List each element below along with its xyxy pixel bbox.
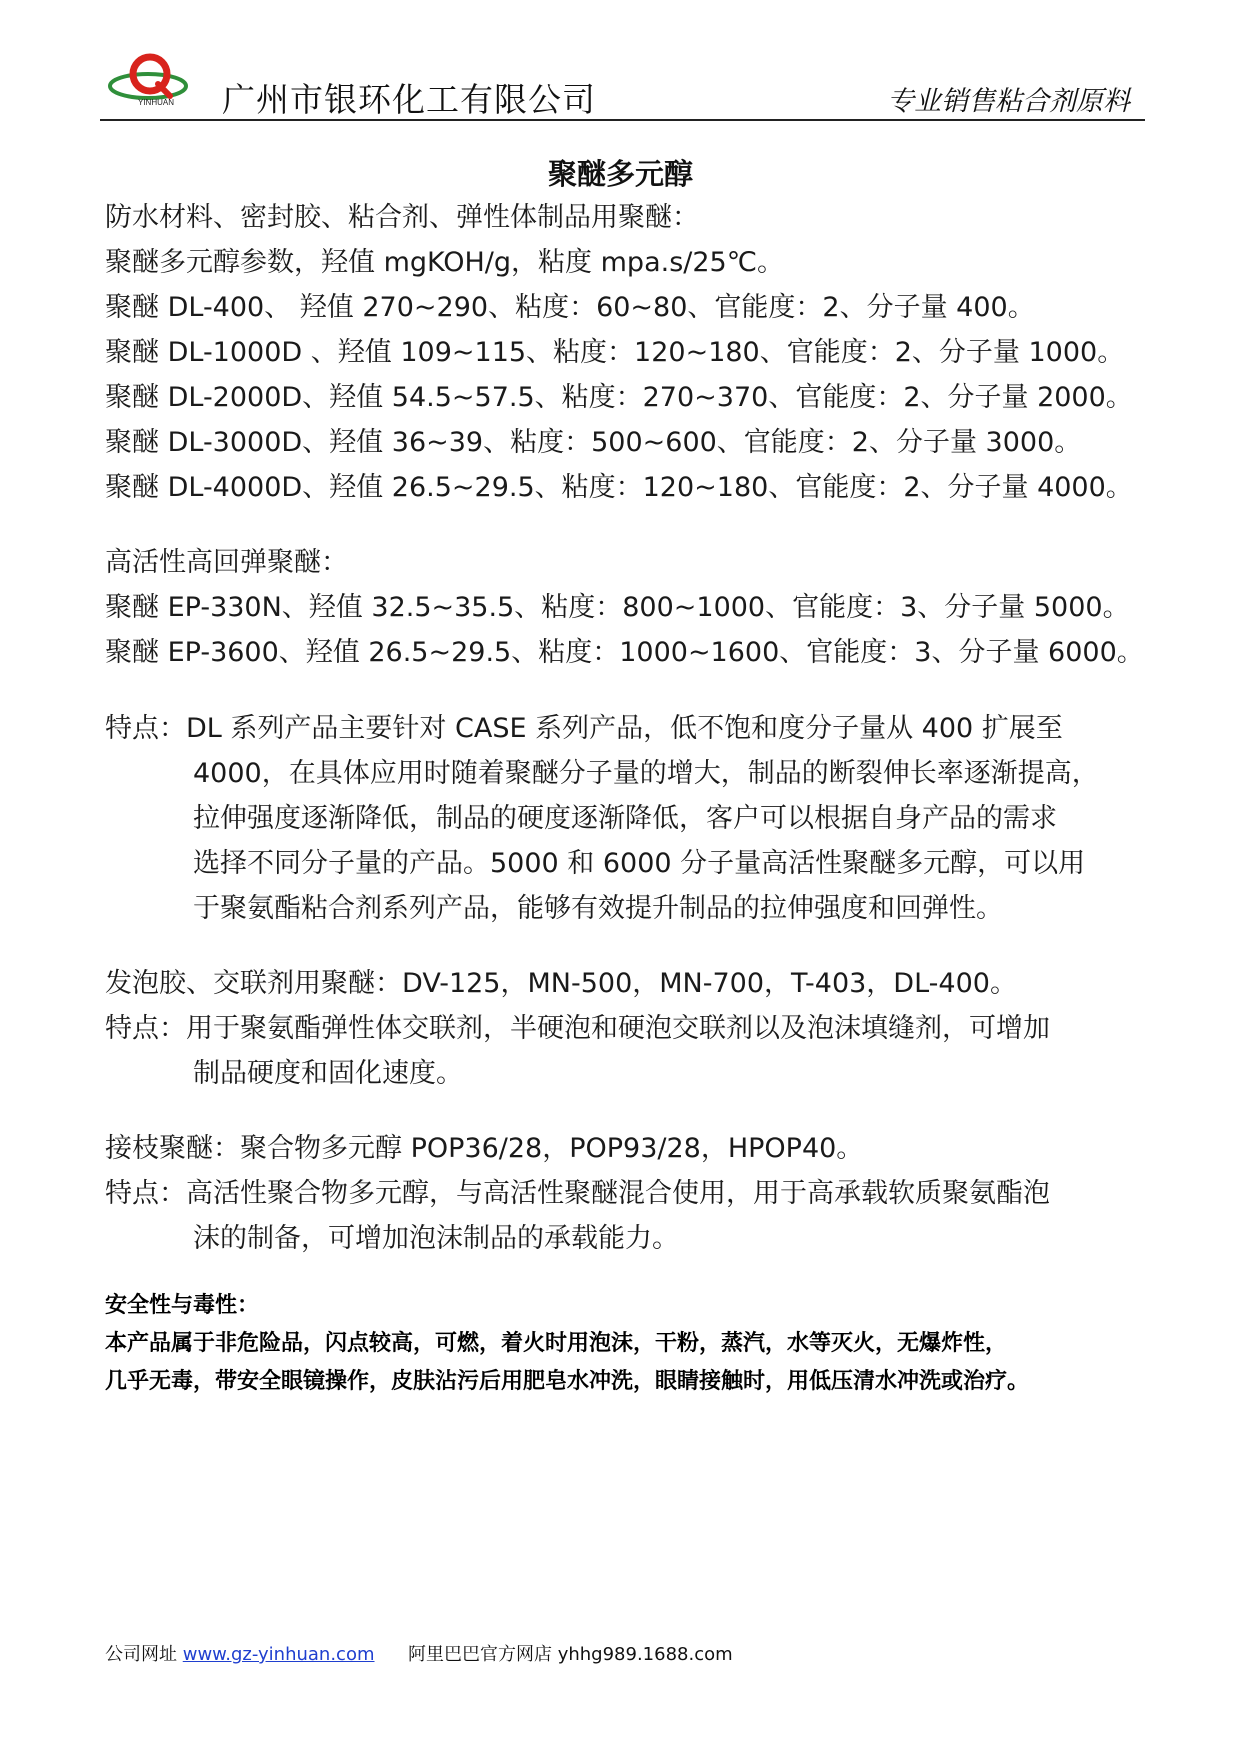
header-slogan: 专业销售粘合剂原料 (887, 86, 1130, 117)
feature-line: 选择不同分子量的产品。5000 和 6000 分子量高活性聚醚多元醇，可以用 (193, 848, 1086, 879)
company-logo (108, 48, 208, 108)
feature-line: 特点：高活性聚合物多元醇，与高活性聚醚混合使用，用于高承载软质聚氨酯泡 (105, 1178, 1050, 1209)
page-header (100, 40, 1145, 122)
page-title: 聚醚多元醇 (547, 157, 693, 191)
product-line: 聚醚 DL-1000D 、羟值 109~115、粘度：120~180、官能度：2、分子量 1000。 (105, 337, 1125, 368)
product-line: 聚醚 DL-4000D、羟值 26.5~29.5、粘度：120~180、官能度：2、分子量 4000。 (105, 472, 1133, 503)
footer-site-label: 公司网址 (105, 1644, 177, 1665)
product-line: 聚醚 EP-330N、羟值 32.5~35.5、粘度：800~1000、官能度：3、分子量 5000。 (105, 592, 1130, 623)
product-line: 聚醚 DL-3000D、羟值 36~39、粘度：500~600、官能度：2、分子量 3000。 (105, 427, 1082, 458)
product-line: 聚醚 EP-3600、羟值 26.5~29.5、粘度：1000~1600、官能度：3、分子量 6000。 (105, 637, 1144, 668)
page-footer (105, 1640, 733, 1666)
feature-line: 特点：DL 系列产品主要针对 CASE 系列产品，低不饱和度分子量从 400 扩展至 (105, 713, 1063, 744)
safety-heading: 安全性与毒性： (105, 1293, 260, 1318)
company-website-link[interactable]: www.gz-yinhuan.com (182, 1644, 375, 1665)
footer-store-label: 阿里巴巴官方网店 yhhg989.1688.com (407, 1644, 733, 1665)
product-line: 聚醚 DL-2000D、羟值 54.5~57.5、粘度：270~370、官能度：2、分子量 2000。 (105, 382, 1133, 413)
safety-line: 本产品属于非危险品，闪点较高，可燃，着火时用泡沫，干粉，蒸汽，水等灭火，无爆炸性， (105, 1331, 1008, 1356)
section1-params: 聚醚多元醇参数，羟值 mgKOH/g，粘度 mpa.s/25℃。 (105, 247, 785, 278)
safety-line: 几乎无毒，带安全眼镜操作，皮肤沾污后用肥皂水冲洗，眼睛接触时，用低压清水冲洗或治疗。 (105, 1369, 1030, 1394)
header-divider (100, 119, 1145, 121)
section3-heading: 发泡胶、交联剂用聚醚：DV-125，MN-500，MN-700，T-403，DL-400。 (105, 968, 1017, 999)
feature-line: 于聚氨酯粘合剂系列产品，能够有效提升制品的拉伸强度和回弹性。 (193, 893, 1003, 924)
feature-line: 沫的制备，可增加泡沫制品的承载能力。 (193, 1223, 679, 1254)
section1-heading: 防水材料、密封胶、粘合剂、弹性体制品用聚醚： (105, 202, 699, 233)
feature-line: 特点：用于聚氨酯弹性体交联剂，半硬泡和硬泡交联剂以及泡沫填缝剂，可增加 (105, 1013, 1050, 1044)
section4-heading: 接枝聚醚：聚合物多元醇 POP36/28，POP93/28，HPOP40。 (105, 1133, 864, 1164)
product-line: 聚醚 DL-400、 羟值 270~290、粘度：60~80、官能度：2、分子量 400。 (105, 292, 1035, 323)
feature-line: 4000，在具体应用时随着聚醚分子量的增大，制品的断裂伸长率逐渐提高， (193, 758, 1099, 789)
company-name: 广州市银环化工有限公司 (222, 80, 596, 119)
logo-text: YINHUAN (138, 98, 175, 107)
feature-line: 拉伸强度逐渐降低，制品的硬度逐渐降低，客户可以根据自身产品的需求 (193, 803, 1057, 834)
feature-line: 制品硬度和固化速度。 (193, 1058, 463, 1089)
section2-heading: 高活性高回弹聚醚： (105, 547, 348, 578)
